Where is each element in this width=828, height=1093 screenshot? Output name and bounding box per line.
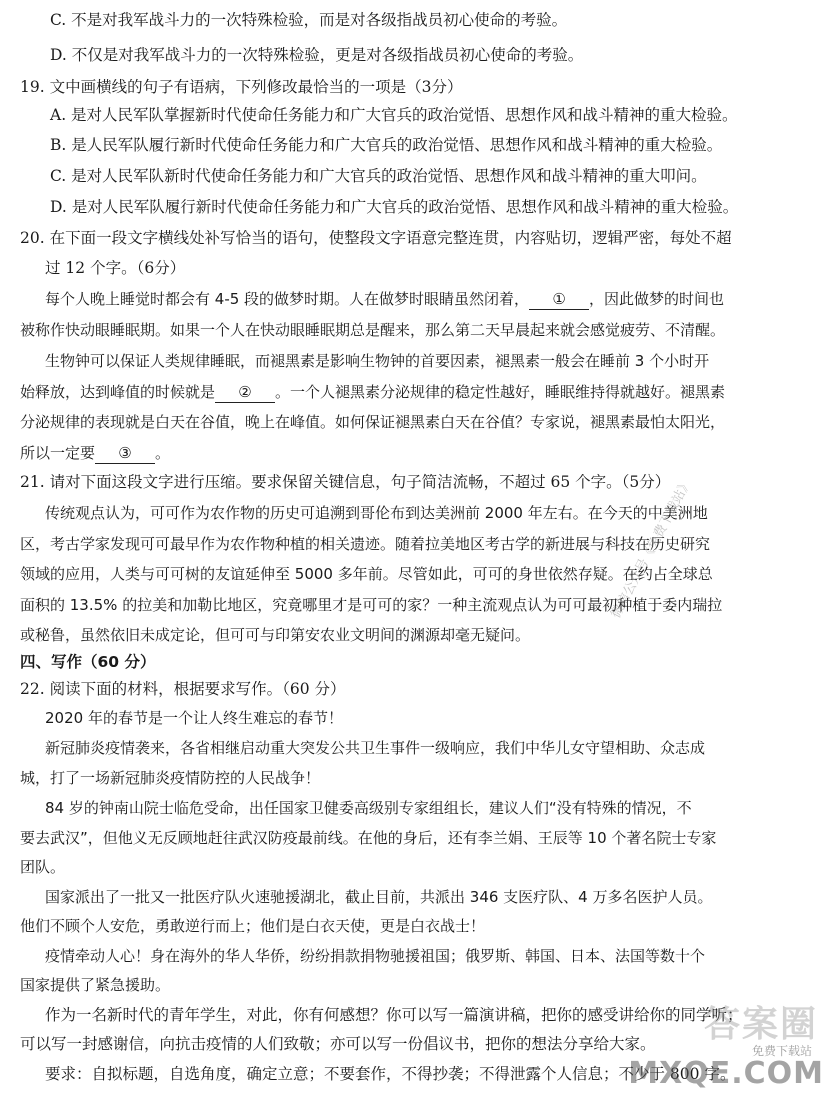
q22-line-11: 作为一名新时代的青年学生，对此，你有何感想？你可以写一篇演讲稿，把你的感受讲给你的同学听； [45, 1006, 743, 1024]
q22-line-9: 疫情牵动人心！身在海外的华人华侨，纷纷捐款捐物驰援祖国；俄罗斯、韩国、日本、法国等数十个 [45, 947, 706, 965]
q22-line-13: 要求：自拟标题，自选角度，确定立意；不要套作，不得抄袭；不得泄露个人信息；不少于 800 字。 [45, 1065, 736, 1083]
q19-option-b: B. 是人民军队履行新时代使命任务能力和广大官兵的政治觉悟、思想作风和战斗精神的重大检验。 [50, 136, 723, 154]
q22-stem: 22. 阅读下面的材料，根据要求写作。（60 分） [20, 680, 346, 698]
q21-line-1: 传统观点认为，可可作为农作物的历史可追溯到哥伦布到达美洲前 2000 年左右。在今天的中美洲地 [45, 504, 708, 522]
logo-site: MXQE.COM [628, 1056, 824, 1091]
q19-option-d: D. 是对人民军队履行新时代使命任务能力和广大官兵的政治觉悟、思想作风和战斗精神的重大检验。 [50, 198, 739, 216]
q20-para2-line4 [20, 441, 170, 465]
q19-option-a: A. 是对人民军队掌握新时代使命任务能力和广大官兵的政治觉悟、思想作风和战斗精神的重大检验。 [50, 106, 738, 124]
logo-subtitle: 免费下载站 [751, 1044, 812, 1058]
q22-line-3: 城，打了一场新冠肺炎疫情防控的人民战争！ [20, 769, 321, 787]
q21-line-2: 区，考古学家发现可可最早作为农作物种植的相关遗迹。随着拉美地区考古学的新进展与科技在历史研究 [20, 535, 711, 553]
q20-para2-text-b: 。一个人褪黑素分泌规律的稳定性越好，睡眠维持得就越好。褪黑素 [275, 383, 726, 401]
logo-title: 答案圈 [703, 1004, 818, 1045]
q22-line-4: 84 岁的钟南山院士临危受命，出任国家卫健委高级别专家组组长，建议人们“没有特殊的情况，不 [45, 799, 692, 817]
q21-line-3: 领域的应用，人类与可可树的友谊延伸至 5000 多年前。尽管如此，可可的身世依然存疑。在约占全球总 [20, 565, 713, 583]
q20-para2-line1: 生物钟可以保证人类规律睡眠，而褪黑素是影响生物钟的首要因素，褪黑素一般会在睡前 3 个小时开 [45, 352, 710, 370]
wechat-watermark: 微信公众号《免费下载站》 [608, 476, 696, 621]
q18-option-c: C. 不是对我军战斗力的一次特殊检验，而是对各级指战员初心使命的考验。 [50, 11, 568, 29]
q22-line-12: 可以写一封感谢信，向抗击疫情的人们致敬；亦可以写一份倡议书，把你的想法分享给大家。 [20, 1035, 656, 1053]
q22-line-1: 2020 年的春节是一个让人终生难忘的春节！ [45, 709, 343, 727]
q20-blank-2: ② [215, 382, 275, 403]
q20-para1-text-b: ，因此做梦的时间也 [589, 290, 725, 308]
q21-line-5: 或秘鲁，虽然依旧未成定论，但可可与印第安农业文明间的渊源却毫无疑问。 [20, 626, 531, 644]
section-heading-writing: 四、写作（60 分） [20, 653, 156, 671]
q20-stem-line2: 过 12 个字。（6分） [45, 259, 186, 277]
q21-stem: 21. 请对下面这段文字进行压缩。要求保留关键信息，句子简洁流畅，不超过 65 个字。（5分） [20, 473, 671, 491]
site-logo-watermark [628, 1004, 824, 1091]
q20-para2-text-d: 。 [155, 444, 171, 462]
q22-line-7: 国家派出了一批又一批医疗队火速驰援湖北，截止目前，共派出 346 支医疗队、4 万多名医护人员。 [45, 888, 713, 906]
q20-blank-3: ③ [95, 443, 155, 464]
q22-line-2: 新冠肺炎疫情袭来，各省相继启动重大突发公共卫生事件一级响应，我们中华儿女守望相助、众志成 [45, 739, 706, 757]
q20-para2-text-a: 始释放，达到峰值的时候就是 [20, 383, 216, 401]
q20-stem-line1: 20. 在下面一段文字横线处补写恰当的语句，使整段文字语意完整连贯，内容贴切，逻辑严密，每处不超 [20, 229, 732, 247]
q20-para1-text-a: 每个人晚上睡觉时都会有 4-5 段的做梦时期。人在做梦时眼睛虽然闭着， [45, 290, 530, 308]
q20-para2-line3: 分泌规律的表现就是白天在谷值，晚上在峰值。如何保证褪黑素白天在谷值？专家说，褪黑素最怕太阳光， [20, 413, 726, 431]
q21-line-4: 面积的 13.5% 的拉美和加勒比地区，究竟哪里才是可可的家？一种主流观点认为可可最初种植于委内瑞拉 [20, 596, 723, 614]
q19-option-c: C. 是对人民军队新时代使命任务能力和广大官兵的政治觉悟、思想作风和战斗精神的重大叩问。 [50, 167, 707, 185]
q18-option-d: D. 不仅是对我军战斗力的一次特殊检验，更是对各级指战员初心使命的考验。 [50, 46, 584, 64]
q20-blank-1: ① [529, 289, 589, 310]
q22-line-8: 他们不顾个人安危，勇敢逆行而上；他们是白衣天使，更是白衣战士！ [20, 917, 486, 935]
q22-line-5: 要去武汉”，但他义无反顾地赶往武汉防疫最前线。在他的身后，还有李兰娟、王辰等 10 个著名院士专家 [20, 829, 717, 847]
q22-line-6: 团队。 [20, 858, 66, 876]
q19-stem: 19. 文中画横线的句子有语病，下列修改最恰当的一项是（3分） [20, 78, 463, 96]
q20-para1-line1 [45, 287, 724, 311]
q22-line-10: 国家提供了紧急援助。 [20, 976, 171, 994]
q20-para1-line2: 被称作快动眼睡眠期。如果一个人在快动眼睡眠期总是醒来，那么第二天早晨起来就会感觉疲劳、不清醒。 [20, 321, 726, 339]
q20-para2-line2 [20, 380, 725, 404]
q20-para2-text-c: 所以一定要 [20, 444, 96, 462]
